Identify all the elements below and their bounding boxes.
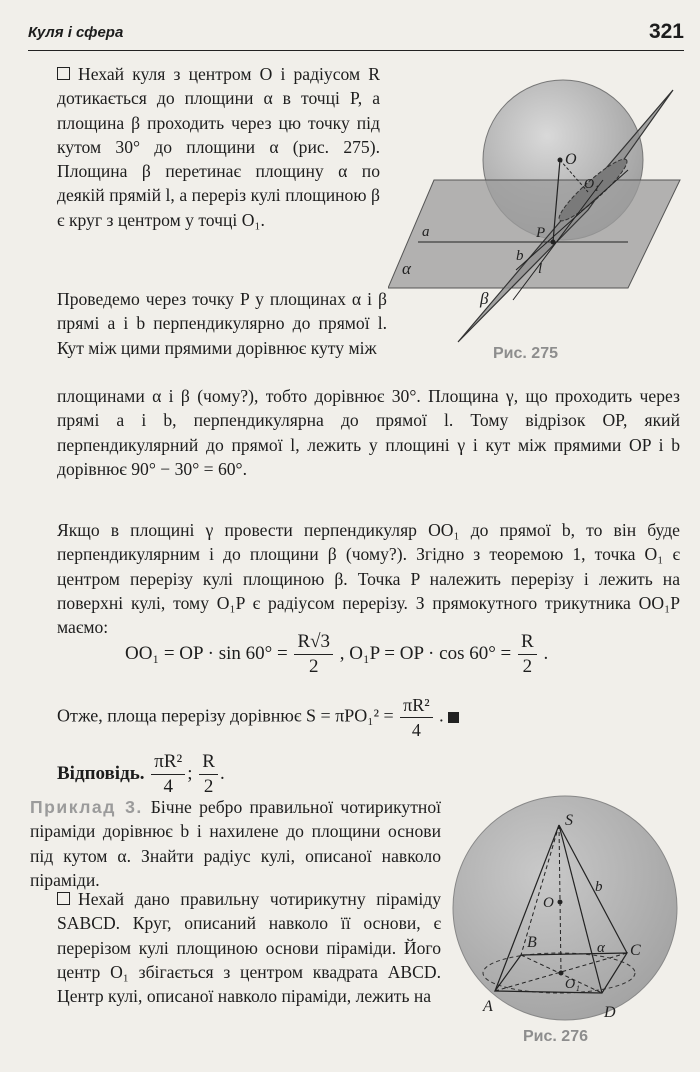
paragraph-1-text: Нехай куля з центром O і радіусом R дотикається до площини α в точці P, а площина β проходить через цю точку під кутом 30° до площини α (рис. 275). Площина β перетинає площину α по деякій прямій l, а переріз кулі площиною β є круг з центром у точці O₁. [57,64,380,230]
label-a: A [483,998,493,1015]
proof-start-icon [57,67,70,80]
formula-area [57,693,459,742]
label-o1: O₁ [565,977,580,992]
page-header [28,20,684,51]
running-title: Куля і сфера [28,24,124,41]
formula-middle: , O₁P = OP · cos 60° = [339,642,512,664]
fraction-denominator: 2 [203,776,214,797]
point-p [551,240,556,245]
fraction-numerator: R [518,630,537,655]
point-o [558,900,563,905]
label-b: B [527,934,537,951]
example-label: Приклад 3. [30,797,143,817]
label-beta: β [480,289,489,308]
fraction-numerator: πR² [151,750,185,775]
answer-label: Відповідь. [57,762,145,784]
formula-area-end: . [439,705,444,726]
fraction-denominator: 4 [163,776,173,797]
point-o1 [559,971,564,976]
formula-left: OO₁ = OP · sin 60° = [125,642,288,664]
label-o: O [565,151,577,168]
figure-275 [388,60,688,350]
label-alpha: α [402,259,411,278]
label-l: l [538,261,543,277]
answer [57,750,225,799]
fraction-r-over-2 [518,630,537,679]
caption-276: Рис. 276 [523,1028,588,1045]
answer-end: . [219,762,225,784]
label-s: S [565,812,573,829]
paragraph-2: Проведемо через точку P у площинах α і β прямі a і b перпендикулярно до прямої l. Кут між цими прямими дорівнює куту між [57,289,387,358]
fraction-numerator: R [199,750,218,775]
page-number: 321 [648,20,684,43]
label-o: O [543,895,554,911]
label-b: b [516,248,524,264]
answer-separator: ; [187,762,193,784]
label-alpha: α [597,940,605,956]
fraction-numerator: πR² [400,693,433,718]
formula-main [125,630,548,679]
fraction-denominator: 4 [411,720,421,740]
figure-276 [447,795,687,1025]
label-p: P [536,225,546,241]
label-a: a [422,224,430,240]
paragraph-3: площинами α і β (чому?), тобто дорівнює 30°. Площина γ, що проходить через прямі a і b, перпендикулярна до прямої l. Тому відрізок OP, який перпендикулярний до прямої l, лежить у площині γ і кут між прямими OP і b дорівнює 90° − 30° = 60°. [57,386,680,479]
label-d: D [604,1004,616,1021]
point-o [558,158,563,163]
label-b-edge: b [595,879,603,895]
example-text: Бічне ребро правильної чотирикутної піраміди дорівнює b і нахилене до площини основи під кутом α. Знайти радіус кулі, описаної навколо піраміди. [30,797,442,890]
proof-start-icon [57,892,70,905]
caption-275: Рис. 275 [493,345,558,362]
paragraph-5-text: Нехай дано правильну чотирикутну піраміду SABCD. Круг, описаний навколо її основи, є перерізом кулі площиною основи піраміди. Його центр O₁ збігається з центром квадрата ABCD. Центр кулі, описаної навколо піраміди, лежить на [57,889,441,1007]
fraction-numerator: R√3 [294,630,333,655]
fraction-denominator: 2 [308,656,319,677]
answer-fraction-1 [151,750,185,799]
formula-end: . [543,642,549,664]
label-c: C [630,942,641,959]
fraction-pi-r2-over-4 [400,693,433,742]
fraction-denominator: 2 [522,656,533,677]
fraction-r-sqrt3-over-2 [294,630,333,679]
paragraph-4: Якщо в площині γ провести перпендикуляр OO₁ до прямої b, то він буде перпендикулярним і до площини β (чому?). Згідно з теоремою 1, точка O₁ є центром перерізу кулі площиною β. Точка P належить перерізу і лежить на поверхні кулі, тому O₁P є радіусом перерізу. З прямокутного трикутника OO₁P маємо: [57,520,680,638]
paragraph-1 [57,62,380,232]
paragraph-5 [57,887,441,1008]
example-3 [30,795,441,892]
answer-fraction-2 [199,750,218,799]
label-o1: O₁ [584,177,599,192]
formula-area-text: Отже, площа перерізу дорівнює S = πPO₁² = [57,705,394,726]
proof-end-icon [448,712,459,723]
